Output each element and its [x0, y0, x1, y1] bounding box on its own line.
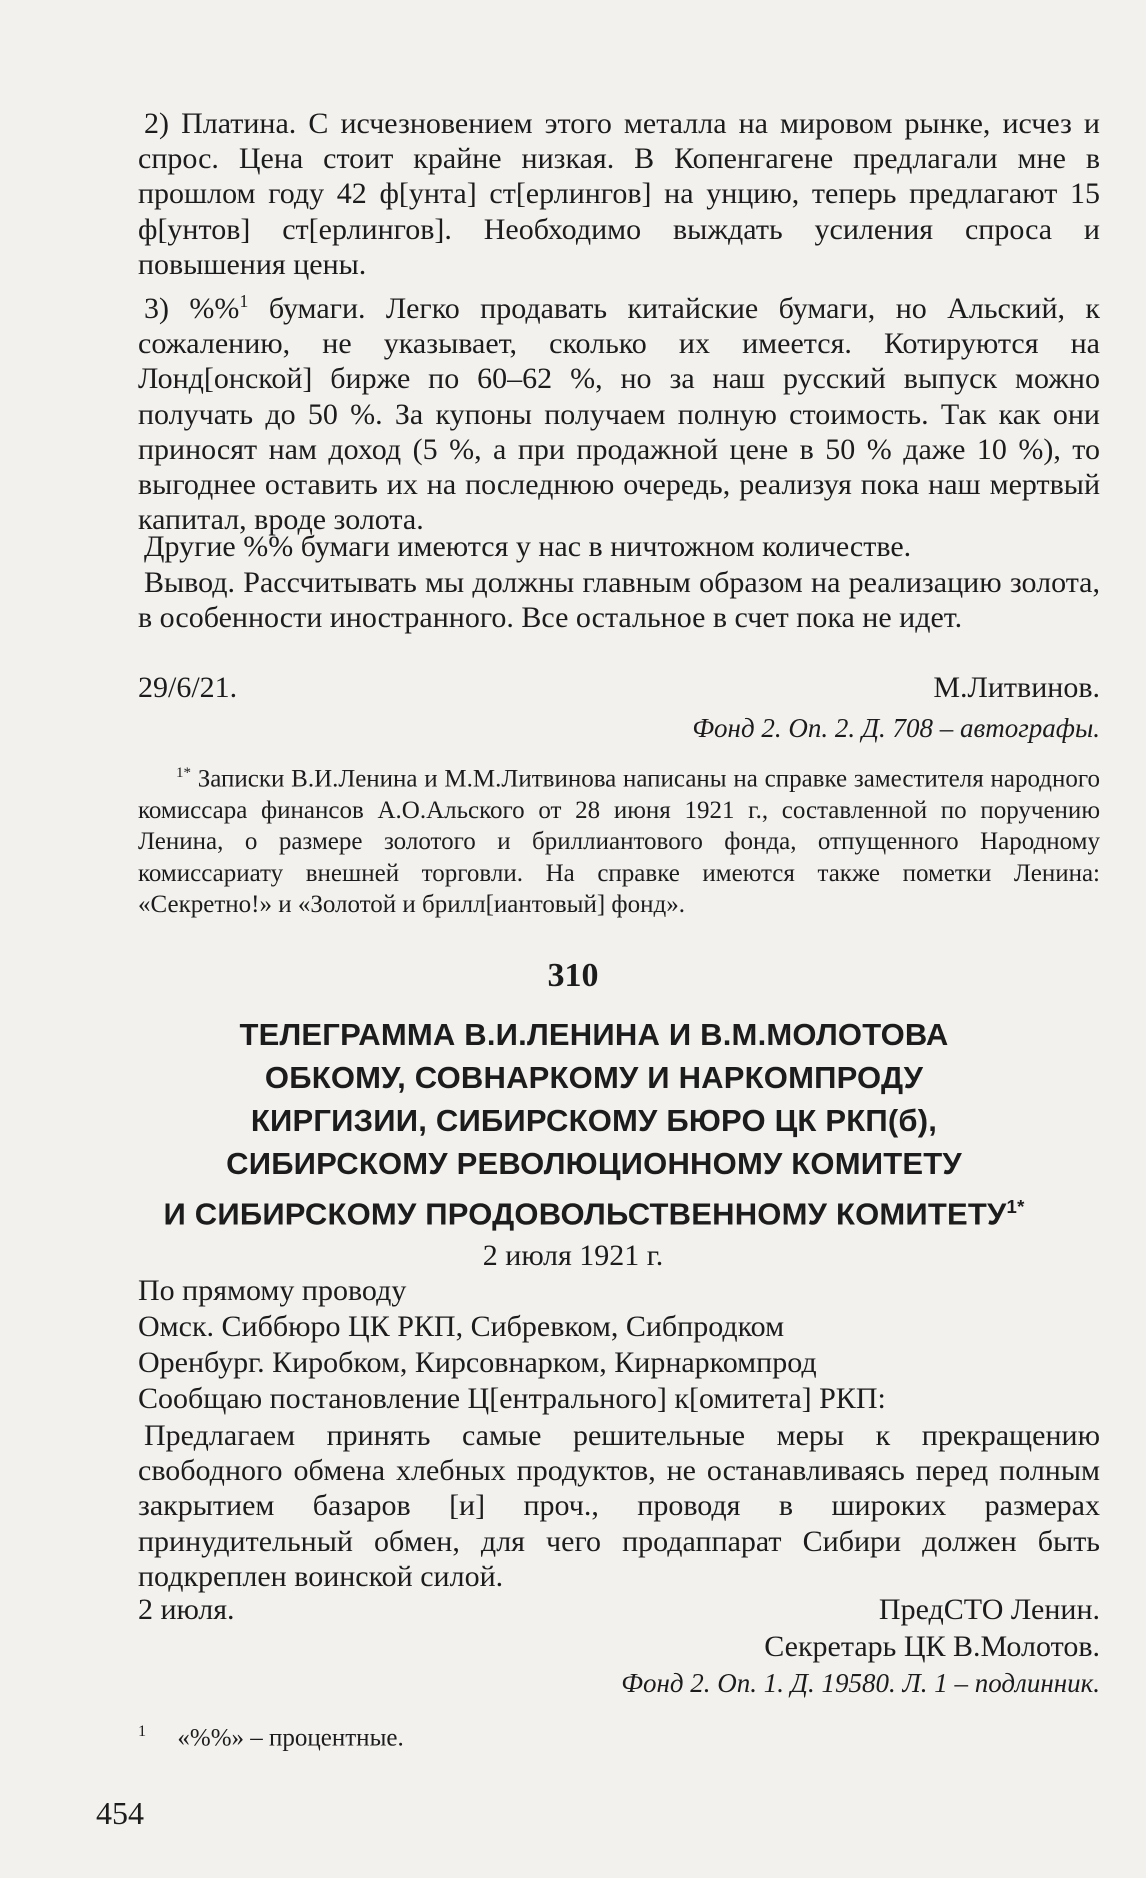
line-omsk: Омск. Сиббюро ЦК РКП, Сибревком, Сибпродком: [138, 1310, 785, 1343]
date-2: 2 июля.: [138, 1593, 235, 1626]
title-line: КИРГИЗИИ, СИБИРСКОМУ БЮРО ЦК РКП(б),: [250, 1103, 938, 1138]
paragraph-other-securities: Другие %% бумаги имеются у нас в ничтожном количестве.: [144, 530, 912, 563]
paragraph-securities: [138, 284, 1100, 537]
footnote: [138, 1722, 404, 1752]
title-line: И СИБИРСКОМУ ПРОДОВОЛЬСТВЕННОМУ $КОМИТЕТУ^{1*}$: [163, 1196, 1025, 1232]
paragraph-platinum: 2) Платина. С исчезновением этого металла на мировом рынке, исчез и спрос. Цена стоит крайне низкая. В Копенгагене предлагали мне в прошлом году 42 ф[унта] ст[ерлингов] на унцию, теперь предлагают 15 ф[унтов] ст[ерлингов]. Необходимо выждать усиления спроса и повышения цены.: [138, 107, 1100, 281]
signature-lenin: ПредСТО Ленин.: [878, 1593, 1100, 1626]
note-text: Записки В.И.Ленина и М.М.Литвинова написаны на справке заместителя народного комиссара финансов А.О.Альского от 28 июня 1921 г., составленной по поручению Ленина, о размере золотого и бриллиантового фонда, отпущенного Народному комиссариату внешней торговли. На справке имеются также пометки Ленина: «Секретно!» и «Золотой и брилл[иантовый] фонд».: [138, 765, 1100, 919]
footnote-text: «%%» – процентные.: [177, 1724, 404, 1752]
document-title: [88, 1013, 1100, 1235]
editorial-note: [138, 758, 1100, 921]
footnote-mark: 1: [138, 1722, 147, 1740]
archive-reference-1: Фонд 2. Оп. 2. Д. 708 – автографы.: [692, 713, 1100, 743]
archive-reference-2: Фонд 2. Оп. 1. Д. 19580. Л. 1 – подлинник.: [621, 1668, 1100, 1698]
title-line: СИБИРСКОМУ РЕВОЛЮЦИОННОМУ КОМИТЕТУ: [226, 1146, 962, 1181]
title-line: ТЕЛЕГРАММА В.И.ЛЕНИНА И В.М.МОЛОТОВА: [239, 1017, 949, 1052]
paragraph-securities-start: 3) %%: [144, 292, 240, 325]
line-orenburg: Оренбург. Киробком, Кирсовнарком, Кирнаркомпрод: [138, 1346, 817, 1379]
title-line: ОБКОМУ, СОВНАРКОМУ И НАРКОМПРОДУ: [264, 1060, 924, 1095]
footnote-ref: 1: [239, 291, 249, 311]
paragraph-securities-rest: бумаги. Легко продавать китайские бумаги, но Альский, к сожалению, не указывает, сколько их имеется. Котируются на Лонд[онской] бирже по 60–62 %, но за наш русский выпуск можно получать до 50 %. За купоны получаем полную стоимость. Так как они приносят нам доход (5 %, а при продажной цене в 50 % даже 10 %), то выгоднее оставить их на последнюю очередь, реализуя пока наш мертвый капитал, вроде золота.: [138, 292, 1100, 537]
dateline-2: [138, 1593, 1100, 1627]
line-resolution: Сообщаю постановление Ц[ентрального] к[омитета] РКП:: [138, 1382, 886, 1415]
signature-litvinov: М.Литвинов.: [933, 671, 1100, 704]
paragraph-conclusion: Вывод. Рассчитывать мы должны главным образом на реализацию золота, в особенности иностранного. Все остальное в счет пока не идет.: [138, 566, 1100, 635]
paragraph-measures: Предлагаем принять самые решительные меры к прекращению свободного обмена хлебных продуктов, не останавливаясь перед полным закрытием базаров [и] проч., проводя в широких размерах принудительный обмен, для чего продаппарат Сибири должен быть подкреплен воинской силой.: [138, 1419, 1100, 1593]
title-note-mark: 1*: [1006, 1196, 1025, 1217]
document-date: 2 июля 1921 г.: [482, 1239, 664, 1272]
note-mark: 1*: [176, 765, 191, 781]
document-number: 310: [547, 957, 599, 994]
signature-molotov: Секретарь ЦК В.Молотов.: [764, 1630, 1100, 1663]
dateline-1: [138, 671, 1100, 705]
line-direct-wire: По прямому проводу: [138, 1274, 407, 1307]
date-1: 29/6/21.: [138, 671, 238, 704]
page-number: 454: [96, 1795, 144, 1831]
